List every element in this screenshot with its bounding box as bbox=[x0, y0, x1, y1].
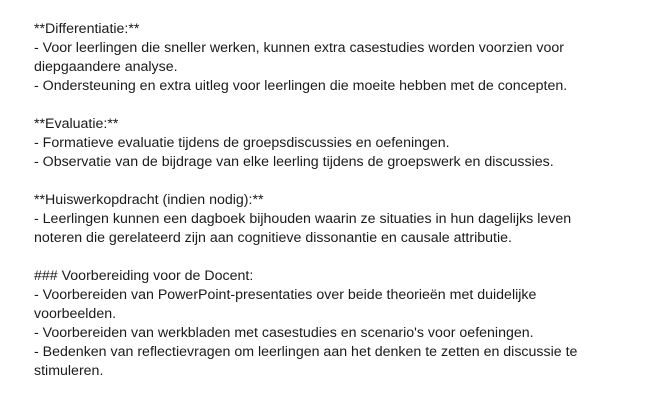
section-voorbereiding-docent bbox=[34, 267, 640, 381]
section-huiswerkopdracht bbox=[34, 191, 640, 248]
section-differentiatie bbox=[34, 20, 640, 96]
section-heading: ### Voorbereiding voor de Docent: bbox=[34, 268, 254, 284]
text-line: stimuleren. bbox=[34, 363, 104, 379]
text-line: - Ondersteuning en extra uitleg voor leerlingen die moeite hebben met de concepten. bbox=[34, 78, 568, 94]
text-line: - Formatieve evaluatie tijdens de groepsdiscussies en oefeningen. bbox=[34, 135, 450, 151]
text-line: - Leerlingen kunnen een dagboek bijhouden waarin ze situaties in hun dagelijks leven bbox=[34, 211, 572, 227]
section-evaluatie bbox=[34, 115, 640, 172]
text-line: - Bedenken van reflectievragen om leerlingen aan het denken te zetten en discussie te bbox=[34, 344, 578, 360]
section-heading: **Evaluatie:** bbox=[34, 116, 119, 132]
text-line: - Observatie van de bijdrage van elke leerling tijdens de groepswerk en discussies. bbox=[34, 154, 554, 170]
text-line: - Voorbereiden van PowerPoint-presentaties over beide theorieën met duidelijke bbox=[34, 287, 537, 303]
text-line: diepgaandere analyse. bbox=[34, 59, 178, 75]
text-line: noteren die gerelateerd zijn aan cognitieve dissonantie en causale attributie. bbox=[34, 230, 512, 246]
section-heading: **Differentiatie:** bbox=[34, 21, 140, 37]
text-line: - Voorbereiden van werkbladen met casestudies en scenario's voor oefeningen. bbox=[34, 325, 534, 341]
text-line: voorbeelden. bbox=[34, 306, 117, 322]
text-line: - Voor leerlingen die sneller werken, kunnen extra casestudies worden voorzien voor bbox=[34, 40, 564, 56]
section-heading: **Huiswerkopdracht (indien nodig):** bbox=[34, 192, 264, 208]
